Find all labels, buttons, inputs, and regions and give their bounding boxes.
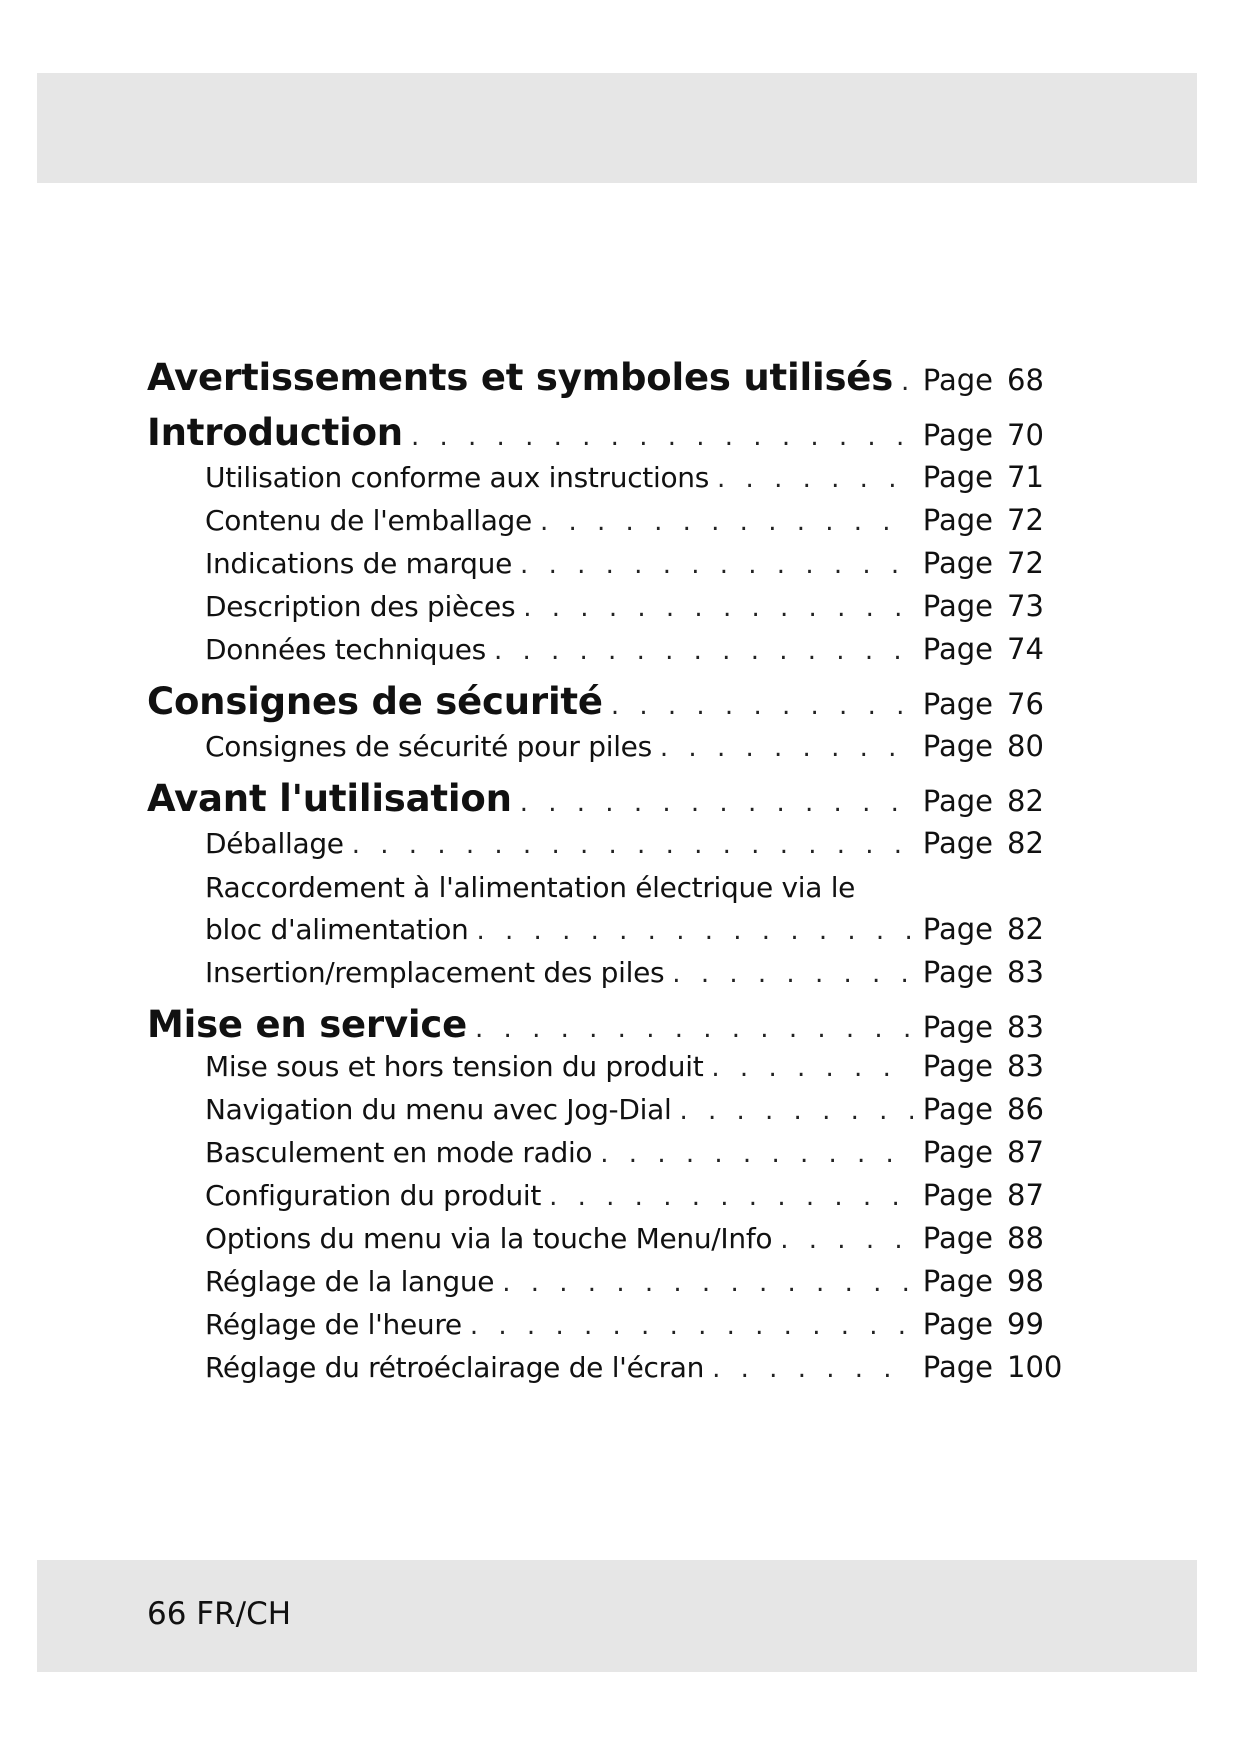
toc-entry-title: Réglage de l'heure	[205, 1308, 462, 1341]
dot-leader	[494, 636, 913, 666]
page-number: 72	[1007, 503, 1044, 537]
toc-entry-main[interactable]	[147, 411, 1073, 455]
toc-entry-main[interactable]	[147, 680, 1073, 724]
dot-leader	[477, 916, 913, 946]
toc-entry-title: Réglage du rétroéclairage de l'écran	[205, 1351, 705, 1384]
toc-entry-title: Configuration du produit	[205, 1179, 542, 1212]
dot-leader	[520, 550, 913, 580]
toc-page-ref	[923, 589, 1073, 623]
page-number: 87	[1007, 1178, 1044, 1212]
toc-page-ref	[923, 460, 1073, 494]
toc-entry-title: Description des pièces	[205, 590, 516, 623]
page-word: Page	[922, 460, 993, 494]
page-number: 86	[1007, 1092, 1044, 1126]
toc-entry-title: Indications de marque	[205, 547, 513, 580]
toc-page-ref	[923, 955, 1073, 989]
page-word: Page	[922, 418, 993, 452]
page-word: Page	[922, 1264, 993, 1298]
page-word: Page	[922, 546, 993, 580]
toc-page-ref	[923, 632, 1073, 666]
toc-page-ref	[923, 729, 1073, 763]
dot-leader	[523, 593, 913, 623]
toc-page-ref	[923, 1092, 1073, 1126]
page-word: Page	[922, 955, 993, 989]
toc-page-ref	[923, 687, 1073, 721]
page-number: 70	[1007, 418, 1044, 452]
page-word: Page	[922, 363, 993, 397]
page-word: Page	[922, 1135, 993, 1169]
page-number: 83	[1007, 1010, 1044, 1044]
page-number: 71	[1007, 460, 1044, 494]
toc-entry-sub[interactable]	[205, 589, 1073, 633]
toc-entry-sub[interactable]	[205, 632, 1073, 676]
page-number: 87	[1007, 1135, 1044, 1169]
toc-page-ref	[923, 1178, 1073, 1212]
toc-page-ref	[923, 1264, 1073, 1298]
toc-page-ref	[923, 546, 1073, 580]
toc-entry-sub[interactable]	[205, 503, 1073, 547]
page-word: Page	[922, 1221, 993, 1255]
page-number: 73	[1007, 589, 1044, 623]
dot-leader	[600, 1139, 913, 1169]
toc-entry-sub[interactable]	[205, 460, 1073, 504]
toc-page-ref	[923, 1221, 1073, 1255]
toc-entry-sub[interactable]	[205, 1178, 1073, 1222]
page-number: 76	[1007, 687, 1044, 721]
toc-page-ref	[923, 1307, 1073, 1341]
page-number: 98	[1007, 1264, 1044, 1298]
toc-entry-title: Utilisation conforme aux instructions	[205, 461, 710, 494]
dot-leader	[540, 507, 913, 537]
page-word: Page	[922, 687, 993, 721]
page-word: Page	[922, 632, 993, 666]
toc-entry-sub[interactable]	[205, 912, 1073, 956]
page-number: 68	[1007, 363, 1044, 397]
page-number: 88	[1007, 1221, 1044, 1255]
toc-entry-title: Avant l'utilisation	[147, 777, 512, 820]
dot-leader	[549, 1182, 913, 1212]
page-word: Page	[922, 1178, 993, 1212]
toc-entry-sub[interactable]	[205, 1092, 1073, 1136]
dot-leader	[475, 1014, 913, 1044]
toc-entry-main[interactable]	[147, 1003, 1073, 1047]
toc-entry-title: Insertion/remplacement des piles	[205, 956, 665, 989]
toc-page-ref	[923, 418, 1073, 452]
dot-leader	[711, 1053, 912, 1083]
dot-leader	[672, 959, 912, 989]
toc-entry-title: Mise en service	[147, 1003, 468, 1046]
toc-page-ref	[923, 503, 1073, 537]
page-word: Page	[922, 1049, 993, 1083]
page-word: Page	[922, 589, 993, 623]
dot-leader	[901, 367, 913, 397]
page-word: Page	[922, 503, 993, 537]
toc-entry-main[interactable]	[147, 356, 1073, 400]
dot-leader	[352, 830, 913, 860]
toc-entry-sub[interactable]	[205, 826, 1073, 870]
page-word: Page	[922, 729, 993, 763]
page-word: Page	[922, 826, 993, 860]
page-number: 99	[1007, 1307, 1044, 1341]
page-word: Page	[922, 1010, 993, 1044]
toc-page-ref	[923, 1010, 1073, 1044]
dot-leader	[717, 464, 913, 494]
page-word: Page	[922, 1092, 993, 1126]
page-number: 83	[1007, 955, 1044, 989]
toc-entry-sub[interactable]	[205, 955, 1073, 999]
page-number: 80	[1007, 729, 1044, 763]
dot-leader	[411, 422, 913, 452]
dot-leader	[780, 1225, 913, 1255]
dot-leader	[520, 788, 913, 818]
dot-leader	[712, 1354, 913, 1384]
toc-entry-title: Données techniques	[205, 633, 486, 666]
toc-page-ref	[923, 1049, 1073, 1083]
toc-entry-title: Déballage	[205, 827, 344, 860]
toc-entry-main[interactable]	[147, 777, 1073, 821]
footer-page-label: 66 FR/CH	[147, 1596, 292, 1632]
toc-entry-sub[interactable]	[205, 729, 1073, 773]
dot-leader	[470, 1311, 913, 1341]
toc-entry-title: bloc d'alimentation	[205, 913, 469, 946]
toc-entry-sub[interactable]	[205, 1135, 1073, 1179]
toc-entry-sub[interactable]	[205, 1221, 1073, 1265]
toc-entry-title: Réglage de la langue	[205, 1265, 495, 1298]
toc-entry-title: Navigation du menu avec Jog-Dial	[205, 1093, 672, 1126]
dot-leader	[502, 1268, 913, 1298]
page-number: 100	[1007, 1350, 1063, 1384]
toc-entry-sub[interactable]	[205, 1307, 1073, 1351]
page-word: Page	[922, 912, 993, 946]
toc-page-ref	[923, 1135, 1073, 1169]
toc-entry-title-line1: Raccordement à l'alimentation électrique via le	[205, 871, 856, 904]
toc-entry-title: Mise sous et hors tension du produit	[205, 1050, 704, 1083]
dot-leader	[660, 733, 913, 763]
toc-page-ref	[923, 912, 1073, 946]
toc-entry-title: Contenu de l'emballage	[205, 504, 532, 537]
page-number: 72	[1007, 546, 1044, 580]
toc-entry-sub[interactable]	[205, 1049, 1073, 1093]
page-word: Page	[922, 1307, 993, 1341]
page-number: 82	[1007, 826, 1044, 860]
toc-page-ref	[923, 826, 1073, 860]
page-word: Page	[922, 1350, 993, 1384]
dot-leader	[679, 1096, 912, 1126]
dot-leader	[611, 691, 913, 721]
toc-entry-title: Consignes de sécurité pour piles	[205, 730, 652, 763]
toc-entry-title: Avertissements et symboles utilisés	[147, 356, 894, 399]
page-number: 83	[1007, 1049, 1044, 1083]
toc-entry-sub[interactable]	[205, 1264, 1073, 1308]
toc-page-ref	[923, 1350, 1073, 1384]
page-number: 82	[1007, 912, 1044, 946]
toc-page-ref	[923, 784, 1073, 818]
toc-entry-title: Introduction	[147, 411, 403, 454]
toc-entry-title: Consignes de sécurité	[147, 680, 603, 723]
toc-page-ref	[923, 363, 1073, 397]
page-number: 74	[1007, 632, 1044, 666]
toc-entry-sub[interactable]	[205, 546, 1073, 590]
toc-entry-title: Options du menu via la touche Menu/Info	[205, 1222, 773, 1255]
toc-entry-sub[interactable]	[205, 1350, 1073, 1394]
page-number: 82	[1007, 784, 1044, 818]
toc-entry-title: Basculement en mode radio	[205, 1136, 593, 1169]
page-word: Page	[922, 784, 993, 818]
